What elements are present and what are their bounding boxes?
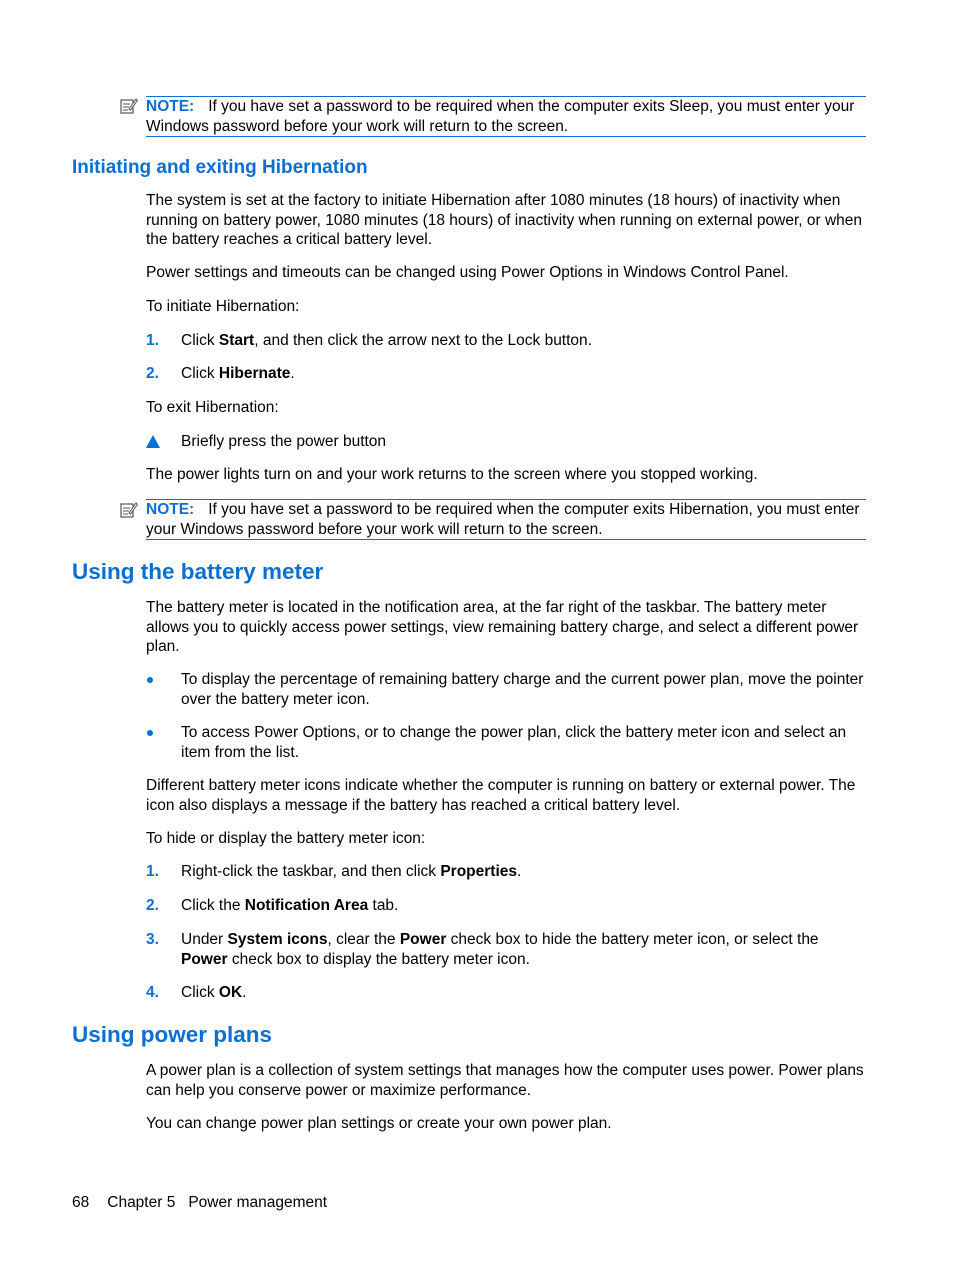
step-number: 1. <box>146 332 159 349</box>
bullet-text: To access Power Options, or to change the power plan, click the battery meter icon and select an item from the list. <box>181 724 847 761</box>
step-text: Click Hibernate. <box>181 365 295 382</box>
step-text: Click Start, and then click the arrow next to the Lock button. <box>181 332 592 349</box>
note-label: NOTE: <box>146 98 195 115</box>
chapter-label: Chapter 5 <box>107 1194 176 1211</box>
paragraph: To exit Hibernation: <box>146 399 279 416</box>
paragraph: To initiate Hibernation: <box>146 298 300 315</box>
note-box-hibernation <box>146 499 866 540</box>
section-heading-hibernation: Initiating and exiting Hibernation <box>72 157 368 178</box>
paragraph: The power lights turn on and your work returns to the screen where you stopped working. <box>146 466 758 483</box>
step-text: Click the Notification Area tab. <box>181 897 399 914</box>
step-number: 2. <box>146 897 159 914</box>
step-number: 2. <box>146 365 159 382</box>
note-pencil-icon <box>120 97 138 115</box>
note-text: If you have set a password to be required when the computer exits Sleep, you must enter your Windows password before your work will return to the screen. <box>146 98 855 135</box>
section-heading-battery-meter: Using the battery meter <box>72 559 324 584</box>
step-number: 3. <box>146 931 159 948</box>
paragraph: Power settings and timeouts can be changed using Power Options in Windows Control Panel. <box>146 264 789 281</box>
paragraph: The system is set at the factory to initiate Hibernation after 1080 minutes (18 hours) of inactivity when running on battery power, 1080 minutes (18 hours) of inactivity when running on external power, or when the battery reaches a critical battery level. <box>146 192 863 248</box>
paragraph: You can change power plan settings or create your own power plan. <box>146 1115 612 1132</box>
action-text: Briefly press the power button <box>181 433 387 450</box>
bullet-text: To display the percentage of remaining battery charge and the current power plan, move the pointer over the battery meter icon. <box>181 671 864 708</box>
note-box-sleep <box>146 96 866 137</box>
paragraph: A power plan is a collection of system settings that manages how the computer uses power. Power plans can help you conserve power or maximize performance. <box>146 1062 864 1099</box>
step-text: Right-click the taskbar, and then click Properties. <box>181 863 522 880</box>
step-number: 4. <box>146 984 159 1001</box>
bullet-dot-icon <box>147 677 153 683</box>
note-label: NOTE: <box>146 501 195 518</box>
note-pencil-icon <box>120 501 138 519</box>
page-number: 68 <box>72 1194 90 1211</box>
step-text: Under System icons, clear the Power check box to hide the battery meter icon, or select the Power check box to display the battery meter icon. <box>181 931 819 968</box>
chapter-title: Power management <box>188 1194 328 1211</box>
step-number: 1. <box>146 863 159 880</box>
triangle-icon <box>146 435 160 448</box>
section-heading-power-plans: Using power plans <box>72 1022 273 1047</box>
paragraph: Different battery meter icons indicate whether the computer is running on battery or external power. The icon also displays a message if the battery has reached a critical battery level. <box>146 777 856 814</box>
bullet-dot-icon <box>147 730 153 736</box>
paragraph: The battery meter is located in the notification area, at the far right of the taskbar. The battery meter allows you to quickly access power settings, view remaining battery charge, and select a different power plan. <box>146 599 859 655</box>
step-text: Click OK. <box>181 984 247 1001</box>
paragraph: To hide or display the battery meter icon: <box>146 830 426 847</box>
page-footer <box>72 1193 345 1213</box>
note-text: If you have set a password to be required when the computer exits Hibernation, you must enter your Windows password before your work will return to the screen. <box>146 501 860 538</box>
